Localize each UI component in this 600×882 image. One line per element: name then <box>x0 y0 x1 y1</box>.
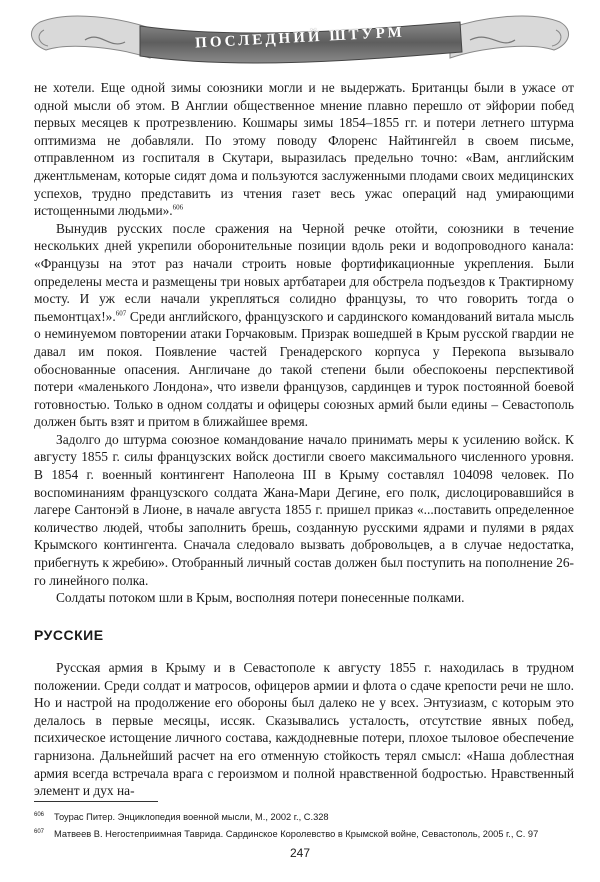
paragraph-2-text: Вынудив русских после сражения на Черной речке отойти, союзники в течение нескольких дней укрепили оборонительные позиции вдоль реки и водопроводного канала: «Французы на этот раз начали строить новые фортификационные укрепления. Были определены места и размещены три новых артбатареи для обстрела подъездов к Трактирному мосту. И уж если начали укрепляться солидно французы, то что говорить тогда о пьемонтцах!». <box>34 220 574 324</box>
chapter-banner <box>0 0 600 82</box>
footnote-ref-607: 607 <box>115 309 127 318</box>
paragraph-1-text: не хотели. Еще одной зимы союзники могли и не выдержать. Британцы были в ужасе от одной мысли об этом. В Англии общественное мнение плавно перешло от эйфории побед первых месяцев к протрезвлению. Кошмары зимы 1854–1855 гг. и потери летнего штурма оптимизма не добавляли. По этому поводу Флоренс Найтингейл в своем письме, отправленном из госпиталя в Скутари, выразилась предельно точно: «Вам, английским джентльменам, которые сидят дома и пользуются заслуженными плодами своих медицинских успехов, трудно представить из чтения газет весь ужас операций над умирающими истощенными людьми». <box>34 80 574 219</box>
paragraph-3: Задолго до штурма союзное командование начало принимать меры к усилению войск. К августу 1855 г. силы французских войск достигли своего максимального численного уровня. В 1854 г. военный контингент Наполеона III в Крыму составлял 104098 человек. По воспоминаниям французского солдата Жана-Мари Дегине, его полк, дислоцировавшийся в лагере Сантонэй в Лионе, в начале августа 1855 г. пришел приказ «...поставить определенное количество людей, чтобы заполнить брешь, созданную русскими ядрами и пулями в рядах Крымского контингента. Сначала следовало вызвать добровольцев, а в случае недостатка, прибегнуть к жребию». Отобранный личный состав должен был поступить на пополнение 26-го линейного полка. <box>34 431 574 588</box>
footnotes <box>34 808 574 842</box>
chapter-title: ПОСЛЕДНИЙ ШТУРМ <box>194 24 406 52</box>
section-heading: РУССКИЕ <box>34 627 104 643</box>
footnote-ref-606: 606 <box>172 203 184 212</box>
footnote-text: Матвеев В. Негостеприимная Таврида. Сардинское Королевство в Крымской войне, Севастополь, 2005 г., С. 97 <box>54 829 539 840</box>
page-number: 247 <box>289 846 311 860</box>
paragraph-4: Солдаты потоком шли в Крым, восполняя потери понесенные полками. <box>56 590 465 606</box>
main-text <box>34 79 574 607</box>
footnote-number: 606 <box>34 812 45 818</box>
footnote-606 <box>34 808 574 825</box>
paragraph-2 <box>34 220 574 431</box>
footnote-text: Тоурас Питер. Энциклопедия военной мысли, М., 2002 г., С.328 <box>54 812 329 823</box>
footnote-607 <box>34 825 574 842</box>
section-text <box>34 659 574 800</box>
paragraph-1 <box>34 79 574 220</box>
footnote-divider <box>34 801 158 802</box>
paragraph-2-text-continued: Среди английского, французского и сардинского командований витала мысль о неминуемом повторении атаки Горчаковым. Призрак вошедшей в Крым русской гвардии не давал им покоя. Появление частей Гренадерского корпуса у Перекопа вызывало обоснованные опасения. Англичане до такой степени были обеспокоены перспективой потери «маленького Лондона», что извели французов, сардинцев и турок постоянной боевой готовностью. Только в одном солдаты и офицеры союзных армий были едины – Севастополь должен быть взят и притом в ближайшее время. <box>34 308 574 430</box>
section-paragraph-1: Русская армия в Крыму и в Севастополе к августу 1855 г. находилась в трудном положении. Среди солдат и матросов, офицеров армии и флота о сдаче крепости речи не шло. Но и настрой на продолжение его обороны был далеко не у всех. Энтузиазм, с которым это делалось в первые месяцы, иссяк. Сказывались усталость, отсутствие явных побед, психическое истощение личного состава, каждодневные потери, плохое тыловое обеспечение гарнизона. Дальнейший расчет на его отменную стойкость терял смысл: «Наша доблестная армия всегда встречала врага с героизмом и полной нравственной бодростью. Нравственный элемент и дух на- <box>34 660 574 799</box>
footnote-number: 607 <box>34 829 45 836</box>
